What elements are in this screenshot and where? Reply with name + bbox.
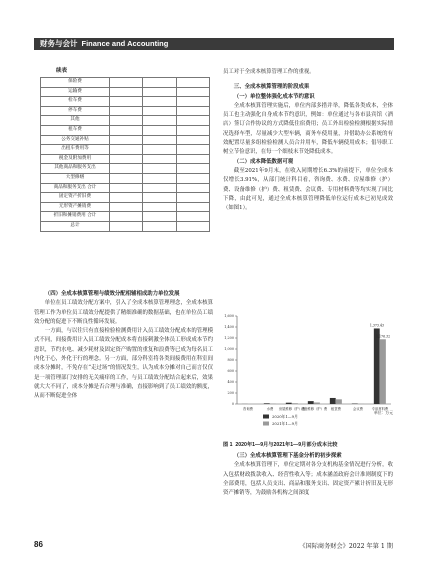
table-cell: [143, 106, 176, 116]
table-row: [41, 212, 210, 222]
table-cell: [176, 78, 209, 88]
paragraph: 全成本核算管理下，单位定期对各分支机构基金情况进行分析，收入包括财政拨款收入、经营性收入等；成本涵盖政府会计准则制度下的全部费用，包括人员支出、商品和服务支出、固定资产累计折旧及无形资产摊销等，为鼓励各机构之间深度: [223, 462, 393, 497]
row-label: 无形资产摊销费: [41, 202, 110, 212]
table-cell: [176, 145, 209, 155]
paragraph: 员工对于全成本核算管理工作的重视。: [223, 69, 315, 75]
row-label: 商品和服务支出 合计: [41, 183, 110, 193]
row-label: 固定资产折旧费: [41, 193, 110, 203]
section-heading: 三、全成本核算管理的阶段成果: [233, 84, 310, 91]
table-row: [41, 116, 210, 126]
bar-0: [264, 403, 270, 404]
table-cell: [143, 125, 176, 135]
table-row: [41, 125, 210, 135]
table-row: [41, 145, 210, 155]
table-cell: [110, 154, 143, 164]
row-label: 出租车费用等: [41, 145, 110, 155]
section-heading: （四）全成本核算管理与绩效分配相辅相成助力单位发展: [44, 291, 180, 297]
row-label: 大型修缮: [41, 173, 110, 183]
y-tick-label: 200: [227, 391, 234, 396]
row-label: 总计: [41, 221, 110, 231]
table-cell: [143, 164, 176, 174]
row-label: 保险费: [41, 78, 110, 88]
table-cell: [110, 193, 143, 203]
page-number: 86: [34, 540, 43, 549]
row-label: 租车费: [41, 125, 110, 135]
table-cell: [176, 183, 209, 193]
table-cell: [143, 212, 176, 222]
table-cell: [143, 183, 176, 193]
table-cell: [143, 87, 176, 97]
legend-swatch: [263, 415, 269, 419]
table-cell: [176, 87, 209, 97]
figure-label: 图 1: [223, 442, 233, 448]
data-label: 1,176.32: [375, 334, 391, 339]
table-cell: [176, 116, 209, 126]
table-cell: [143, 202, 176, 212]
table-cell: [176, 125, 209, 135]
bar-1: [292, 403, 298, 404]
y-tick-label: 1,000: [224, 347, 234, 352]
table-cell: [110, 106, 143, 116]
table-cell: [143, 154, 176, 164]
bar-1: [314, 402, 320, 404]
section-header: [34, 38, 394, 50]
table-cell: [143, 173, 176, 183]
table-cell: [176, 221, 209, 231]
paragraph: 截至2021年9月末，在收入同期增长6.3%的前提下，单位全成本仅增长3.91%，从部门统计科目看，咨询费、水费、房屋维修（护）费、设备维修（护）费、租赁费、会议费、专用材料费等均实现了同比下降，由此可见，通过全成本核算管理降低单位运行成本已初见成效（如图1）。: [223, 167, 393, 212]
cost-table: [34, 66, 212, 232]
table-cell: [110, 145, 143, 155]
subsection-heading: （三）全成本核算管理下基金分析的初步探索: [233, 453, 342, 459]
table-cell: [143, 135, 176, 145]
left-column: [34, 290, 213, 402]
legend-label: 2020年1—9月: [272, 414, 298, 419]
x-tick-label: 会议费: [353, 407, 363, 411]
x-tick-label: 房屋维修（护）费: [278, 407, 306, 411]
bar-0: [308, 401, 314, 404]
row-label: 折旧和摊销费用 合计: [41, 212, 110, 222]
table-cell: [176, 212, 209, 222]
table-cell: [143, 97, 176, 107]
table-row: [41, 97, 210, 107]
table-row: [41, 87, 210, 97]
table-cell: [143, 193, 176, 203]
table-cell: [176, 193, 209, 203]
x-tick-label: 租赁费: [331, 407, 341, 411]
bar-0: [330, 398, 336, 404]
bar-0: [374, 328, 380, 404]
table-row: [41, 183, 210, 193]
bar-1: [336, 399, 342, 404]
table-cell: [176, 97, 209, 107]
table-row: [41, 202, 210, 212]
table-cell: [176, 106, 209, 116]
table-cell: [110, 135, 143, 145]
row-label: 公务交通补贴: [41, 135, 110, 145]
table-row: [41, 173, 210, 183]
row-label: 其他商品和服务支出: [41, 164, 110, 174]
legend-label: 2021年1—9月: [272, 421, 298, 426]
subsection-heading: （一）单位整体强化成本节约意识: [233, 93, 315, 100]
header-en: Finance and Accounting: [81, 39, 169, 48]
y-tick-label: 1,400: [224, 325, 234, 330]
table-cell: [176, 202, 209, 212]
right-column: [223, 68, 393, 213]
table-cell: [110, 87, 143, 97]
table-row: [41, 135, 210, 145]
row-label: 其他: [41, 116, 110, 126]
table-cell: [110, 116, 143, 126]
y-tick-label: 400: [227, 380, 234, 385]
y-tick-label: 800: [227, 358, 234, 363]
header-cn: 财务与会计: [40, 39, 78, 48]
x-tick-label: 水费: [266, 407, 274, 411]
right-column-bottom: [223, 452, 393, 498]
row-label: 税金及附加费用: [41, 154, 110, 164]
y-tick-label: 1,600: [224, 314, 234, 319]
unit-label: 单位：万元: [374, 410, 393, 415]
bar-1: [270, 403, 276, 404]
table-row: [41, 78, 210, 88]
table-cell: [143, 221, 176, 231]
table-cell: [143, 78, 176, 88]
table-row: [41, 221, 210, 231]
cost-comparison-chart: [223, 306, 395, 446]
bar-1: [380, 339, 386, 404]
y-tick-label: 0: [231, 402, 234, 407]
x-tick-label: 专用材料费: [371, 407, 389, 411]
table-cell: [110, 173, 143, 183]
figure-caption: [223, 441, 395, 448]
figure-title: 2020年1—9月与2021年1—9月部分成本比较: [235, 442, 338, 448]
table-cell: [176, 164, 209, 174]
table-row: [41, 193, 210, 203]
table-cell: [143, 145, 176, 155]
row-label: 检车费: [41, 97, 110, 107]
table-cell: [143, 116, 176, 126]
data-label: 1,373.43: [369, 323, 385, 328]
table-cell: [110, 183, 143, 193]
table-cell: [176, 173, 209, 183]
table-cell: [110, 78, 143, 88]
table-cell: [176, 154, 209, 164]
subsection-heading: （二）成本降低数据可观: [233, 158, 294, 165]
table-row: [41, 154, 210, 164]
x-tick-label: 设备维修（护）费: [300, 407, 328, 411]
paragraph: 单位在员工绩效分配方案中，引入了全成本核算管理理念，全成本核算管理工作为单位员工绩效分配提供了精细准确的数据基础，也在单位员工绩效分配的促进下不断良性循环发展。: [34, 300, 213, 325]
y-tick-label: 600: [227, 369, 234, 374]
table-cell: [110, 125, 143, 135]
y-tick-label: 1,200: [224, 336, 234, 341]
table-cell: [110, 221, 143, 231]
table-cell: [110, 97, 143, 107]
table-cell: [176, 135, 209, 145]
bar-0: [286, 403, 292, 404]
paragraph: 一方面，与以往只有直接检验检测费用计入员工绩效分配成本的管理模式不同，间接费用计入员工绩效分配成本将直接刺激全体员工形成成本节约意识，节约水电、减少耗材及固定资产购置的重复和浪费等已成为每名员工内化于心，外化于行的理念。另一方面，部分科室将各类间接费用在科室间成本分摊时，不免存在“走过场”的情况发生，认为成本分摊对自己而言仅仅是一项管理部门安排的无关痛痒的工作，与员工绩效分配结合起来后，效果就大大不同了，成本分摊是否合理与准确，直接影响到了员工绩效的额度，从而不断促进全体: [34, 328, 213, 400]
table-title: 续表: [56, 68, 68, 74]
paragraph: 全成本核算管理实施后，单位内部多措并举，降低各类成本，全体员工也主动强化自身成本节约意识，例如：单位通过与各市县宾馆（酒店）签订合作协议的方式降低住宿费用；员工外出检验检测根据实际情况选择车型，尽量减少大型车辆，商务车使用量，并借助办公系统的有效配置尽量多组检验检测人员合并用车，降低车辆使用成本；倡导职工树立节俭意识，在每一个细枝末节处降低成本。: [223, 102, 393, 156]
legend-swatch: [263, 422, 269, 426]
table-row: [41, 164, 210, 174]
row-label: 运输费: [41, 87, 110, 97]
table-cell: [110, 212, 143, 222]
table-row: [41, 106, 210, 116]
journal-name: 《国际商务财会》2022 年第 1 期: [299, 543, 393, 550]
cost-table-grid: [40, 77, 210, 232]
row-label: 停车费: [41, 106, 110, 116]
table-cell: [110, 202, 143, 212]
x-tick-label: 咨询费: [243, 407, 253, 411]
table-cell: [110, 164, 143, 174]
